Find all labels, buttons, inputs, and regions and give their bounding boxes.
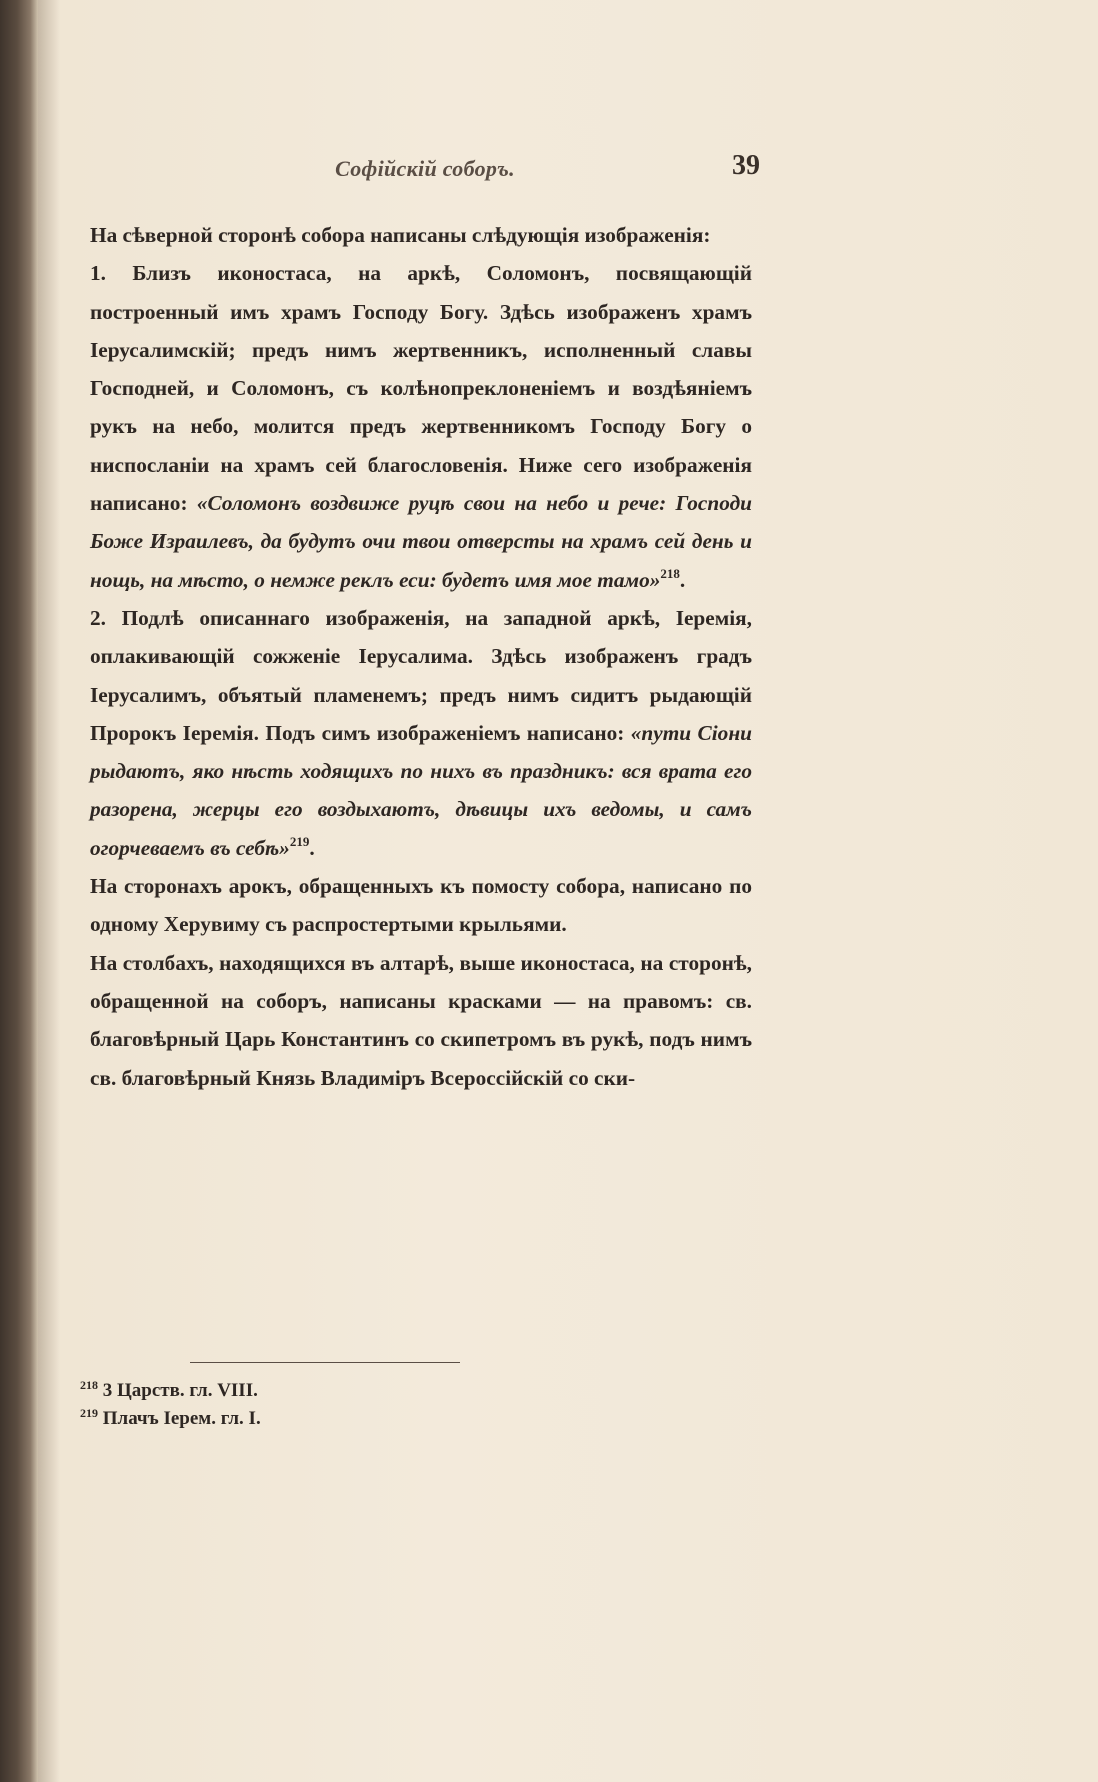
paragraph-5 <box>90 944 752 1097</box>
book-spine <box>0 0 38 1782</box>
paragraph-4 <box>90 867 752 944</box>
page-header <box>90 150 760 190</box>
footnotes <box>80 1377 680 1433</box>
paragraph-1-text: На сѣверной сторонѣ собора написаны слѣдующія изображенія: <box>90 223 711 247</box>
footnote-divider <box>190 1362 460 1363</box>
quote-solomon: «Соломонъ воздвиже руцѣ свои на небо и рече: Господи Боже Израилевъ, да будутъ очи твои отверсты на храмъ сей день и нощь, на мѣсто, о немже реклъ еси: будетъ имя мое тамо» <box>90 491 752 592</box>
footnote-text: 3 Царств. гл. VIII. <box>102 1380 258 1401</box>
paragraph-1 <box>90 216 752 254</box>
running-head: Софійскій соборъ. <box>335 156 515 181</box>
paragraph-2: 1. Близъ иконостаса, на аркѣ, Соломонъ, посвящающій построенный имъ храмъ Господу Богу. Здѣсь изображенъ храмъ Іерусалимскій; предъ нимъ жертвенникъ, исполненный славы Господней, и Соломонъ, съ колѣнопреклоненіемъ и воздѣяніемъ рукъ на небо, молится предъ жертвенникомъ Господу Богу о ниспосланіи на храмъ сей благословенія. Ниже сего изображенія написано: «Соломонъ воздвиже руцѣ свои на небо и рече: Господи Боже Израилевъ, да будутъ очи твои отверсты на храмъ сей день и нощь, на мѣсто, о немже реклъ еси: будетъ имя мое тамо»$^{218}$. <box>90 261 752 592</box>
footnote-218 <box>80 1377 680 1405</box>
spine-shadow <box>38 0 60 1782</box>
paragraph-2-text: 1. Близъ иконостаса, на аркѣ, Соломонъ, посвящающій построенный имъ храмъ Господу Богу. Здѣсь изображенъ храмъ Іерусалимскій; предъ нимъ жертвенникъ, исполненный славы Господней, и Соломонъ, съ колѣнопреклоненіемъ и воздѣяніемъ рукъ на небо, молится предъ жертвенникомъ Господу Богу о ниспосланіи на храмъ сей благословенія. Ниже сего изображенія написано: <box>90 261 752 516</box>
quote-jeremiah: «пути Сіони рыдаютъ, яко нѣсть ходящихъ по нихъ въ праздникъ: вся врата его разорена, жерцы его воздыхаютъ, дѣвицы ихъ ведомы, и самъ огорчеваемъ въ себѣ» <box>90 720 752 860</box>
paragraph-5-text: На столбахъ, находящихся въ алтарѣ, выше иконостаса, на сторонѣ, обращенной на соборъ, написаны красками — на правомъ: св. благовѣрный Царь Константинъ со скипетромъ въ рукѣ, подъ нимъ св. благовѣрный Князь Владиміръ Всероссійскій со ски- <box>90 950 752 1090</box>
footnote-number: 218 <box>80 1378 98 1392</box>
footnote-text: Плачъ Іерем. гл. I. <box>102 1408 261 1429</box>
paragraph-3-text: 2. Подлѣ описаннаго изображенія, на западной аркѣ, Іеремія, оплакивающій сожженіе Іерусалима. Здѣсь изображенъ градъ Іерусалимъ, объятый пламенемъ; предъ нимъ сидитъ рыдающій Пророкъ Іеремія. Подъ симъ изображеніемъ написано: <box>90 605 752 745</box>
paragraph-3: 2. Подлѣ описаннаго изображенія, на западной аркѣ, Іеремія, оплакивающій сожженіе Іерусалима. Здѣсь изображенъ градъ Іерусалимъ, объятый пламенемъ; предъ нимъ сидитъ рыдающій Пророкъ Іеремія. Подъ симъ изображеніемъ написано: «пути Сіони рыдаютъ, яко нѣсть ходящихъ по нихъ въ праздникъ: вся врата его разорена, жерцы его воздыхаютъ, дѣвицы ихъ ведомы, и самъ огорчеваемъ въ себѣ»$^{219}$. <box>90 605 752 860</box>
footnote-219 <box>80 1405 680 1433</box>
footnote-number: 219 <box>80 1406 98 1420</box>
body-text <box>90 216 752 1097</box>
footnote-ref-219: 219 <box>289 833 310 849</box>
paragraph-4-text: На сторонахъ арокъ, обращенныхъ къ помосту собора, написано по одному Херувиму съ распростертыми крыльями. <box>90 874 752 937</box>
footnote-ref-218: 218 <box>660 565 680 581</box>
page-number: 39 <box>732 150 760 181</box>
